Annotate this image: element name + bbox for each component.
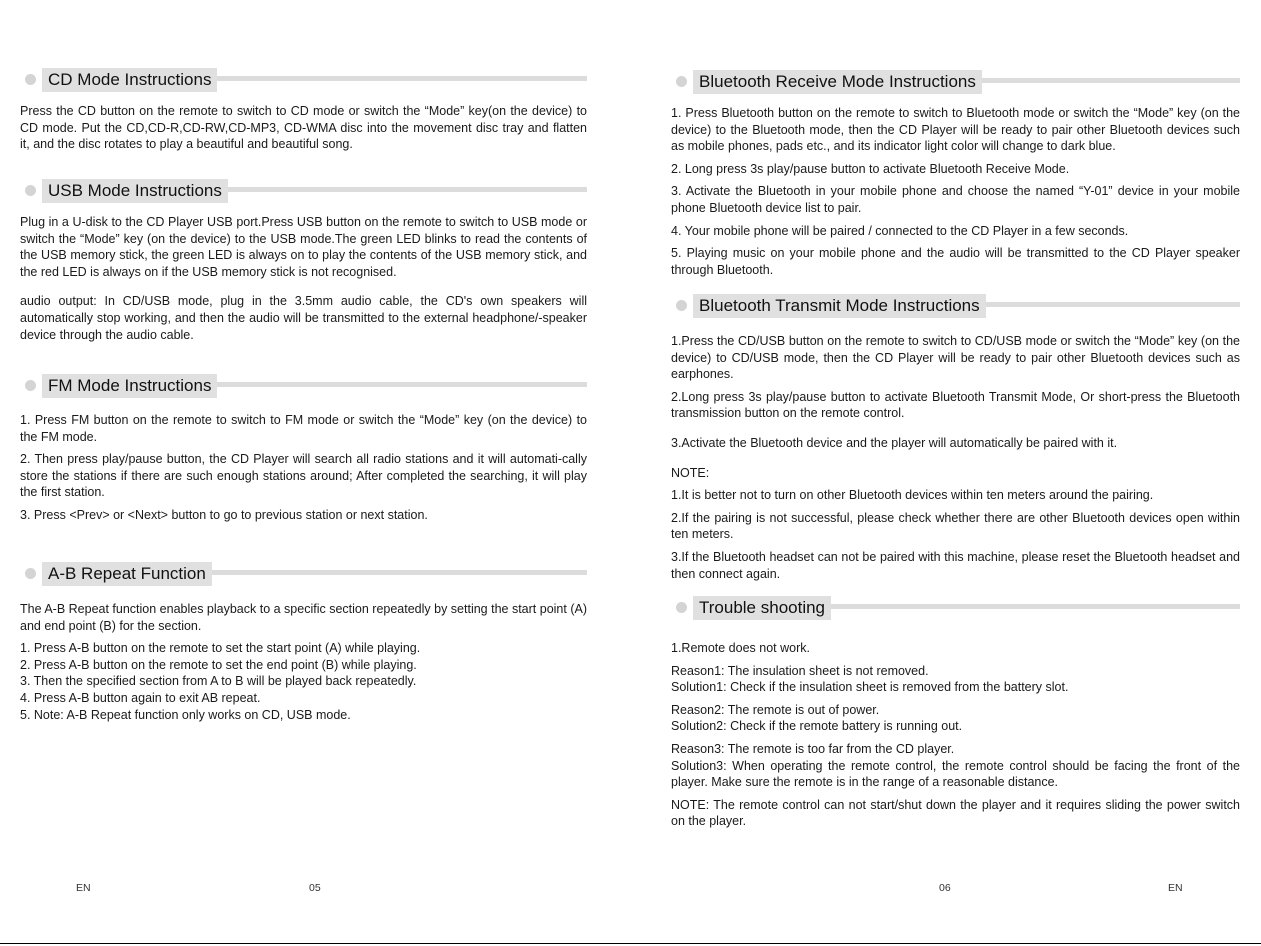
cd-mode-section [20,68,587,159]
solution-line: Solution3: When operating the remote control, the remote control should be facing the front of the player. Make sure the remote is in the range of a reasonable distance. [671,758,1240,790]
section-header [671,596,1240,620]
section-title: Bluetooth Transmit Mode Instructions [693,294,986,318]
paragraph: 4. Your mobile phone will be paired / connected to the CD Player in a few seconds. [671,223,1129,238]
paragraph: Plug in a U-disk to the CD Player USB port.Press USB button on the remote to switch to USB mode or switch the “Mode” key (on the device) to the USB mode.The green LED blinks to read the contents of the USB memory stick, the green LED is always on to play the contents of the USB memory stick, and the red LED is always on if the USB memory stick is not recognised. [20,215,587,279]
bullet-dot-icon [25,74,36,85]
usb-mode-section [20,179,587,349]
paragraph: 3. Press <Prev> or <Next> button to go to previous station or next station. [20,507,428,522]
footer-page-number: 05 [309,882,321,894]
reason-line: Reason3: The remote is too far from the CD player. [671,741,955,756]
paragraph: 3.Activate the Bluetooth device and the player will automatically be paired with it. [671,435,1118,450]
bluetooth-receive-section [671,70,1240,284]
trouble-shooting-section [671,596,1240,836]
fm-mode-section [20,374,587,530]
paragraph: 2. Long press 3s play/pause button to activate Bluetooth Receive Mode. [671,161,1070,176]
section-title: Bluetooth Receive Mode Instructions [693,70,982,94]
left-page [20,0,587,946]
section-header [20,68,587,92]
note-heading: NOTE: [671,465,710,480]
solution-line: Solution2: Check if the remote battery is running out. [671,719,963,734]
footer-page-number: 06 [939,882,951,894]
bullet-dot-icon [25,380,36,391]
paragraph: 3. Activate the Bluetooth in your mobile phone and choose the named “Y-01” device in your mobile phone Bluetooth device list to pair. [671,184,1240,215]
bullet-dot-icon [25,185,36,196]
bluetooth-transmit-section [671,294,1240,588]
paragraph: 2.If the pairing is not successful, please check whether there are other Bluetooth devices open within ten meters. [671,510,1240,542]
paragraph: 5. Playing music on your mobile phone and the audio will be transmitted to the CD Player speaker through Bluetooth. [671,246,1240,277]
list-item: 3. Then the specified section from A to B will be played back repeatedly. [20,674,417,689]
list-item: 5. Note: A-B Repeat function only works on CD, USB mode. [20,707,351,722]
list-item: 1. Press A-B button on the remote to set the start point (A) while playing. [20,641,421,656]
section-title: CD Mode Instructions [42,68,217,92]
note-paragraph: NOTE: The remote control can not start/shut down the player and it requires sliding the power switch on the player. [671,797,1240,829]
bullet-dot-icon [25,568,36,579]
paragraph: 2. Then press play/pause button, the CD Player will search all radio stations and it will automati-cally store the stations if there are such enough stations around; After completed the searching, it will play the first station. [20,452,587,500]
paragraph: 3.If the Bluetooth headset can not be paired with this machine, please reset the Bluetooth headset and then connect again. [671,549,1240,581]
paragraph: 1.Press the CD/USB button on the remote to switch to CD/USB mode or switch the “Mode” key (on the device) to CD/USB mode, then the CD Player will be ready to pair other Bluetooth devices such as earphones. [671,334,1240,382]
section-header [20,562,587,586]
paragraph: The A-B Repeat function enables playback to a specific section repeatedly by setting the start point (A) and end point (B) for the section. [20,602,587,633]
paragraph: Press the CD button on the remote to switch to CD mode or switch the “Mode” key(on the device) to CD mode. Put the CD,CD-R,CD-RW,CD-MP3, CD-WMA disc into the movement disc tray and flatten it, and the disc rotates to play a beautiful and beautiful song. [20,104,587,152]
section-header [20,179,587,203]
section-header [20,374,587,398]
section-title: USB Mode Instructions [42,179,228,203]
section-title: Trouble shooting [693,596,831,620]
paragraph: audio output: In CD/USB mode, plug in the 3.5mm audio cable, the CD's own speakers will automatically stop working, and then the audio will be transmitted to the external headphone/-speaker device through the audio cable. [20,294,587,342]
list-item: 2. Press A-B button on the remote to set the end point (B) while playing. [20,657,417,672]
paragraph: 1. Press FM button on the remote to switch to FM mode or switch the “Mode” key (on the device) to the FM mode. [20,413,587,444]
solution-line: Solution1: Check if the insulation sheet is removed from the battery slot. [671,680,1069,695]
bullet-dot-icon [676,602,687,613]
footer-language: EN [76,882,91,894]
section-title: FM Mode Instructions [42,374,217,398]
paragraph: 1.Remote does not work. [671,641,810,655]
list-item: 4. Press A-B button again to exit AB repeat. [20,690,261,705]
page-bottom-border [0,943,1261,944]
section-header [671,70,1240,94]
bullet-dot-icon [676,300,687,311]
footer-language: EN [1168,882,1183,894]
ab-repeat-section [20,562,587,723]
paragraph: 1. Press Bluetooth button on the remote to switch to Bluetooth mode or switch the “Mode” key (on the device) to the Bluetooth mode, then the CD Player will be ready to pair other Bluetooth devices such as mobile phones, pads etc., and its indicator light color will change to dark blue. [671,106,1240,154]
right-page [671,0,1240,946]
section-header [671,294,1240,318]
bullet-dot-icon [676,76,687,87]
section-title: A-B Repeat Function [42,562,212,586]
reason-line: Reason1: The insulation sheet is not removed. [671,663,929,678]
reason-line: Reason2: The remote is out of power. [671,702,880,717]
paragraph: 2.Long press 3s play/pause button to activate Bluetooth Transmit Mode, Or short-press the Bluetooth transmission button on the remote control. [671,389,1240,421]
paragraph: 1.It is better not to turn on other Bluetooth devices within ten meters around the pairing. [671,488,1154,503]
